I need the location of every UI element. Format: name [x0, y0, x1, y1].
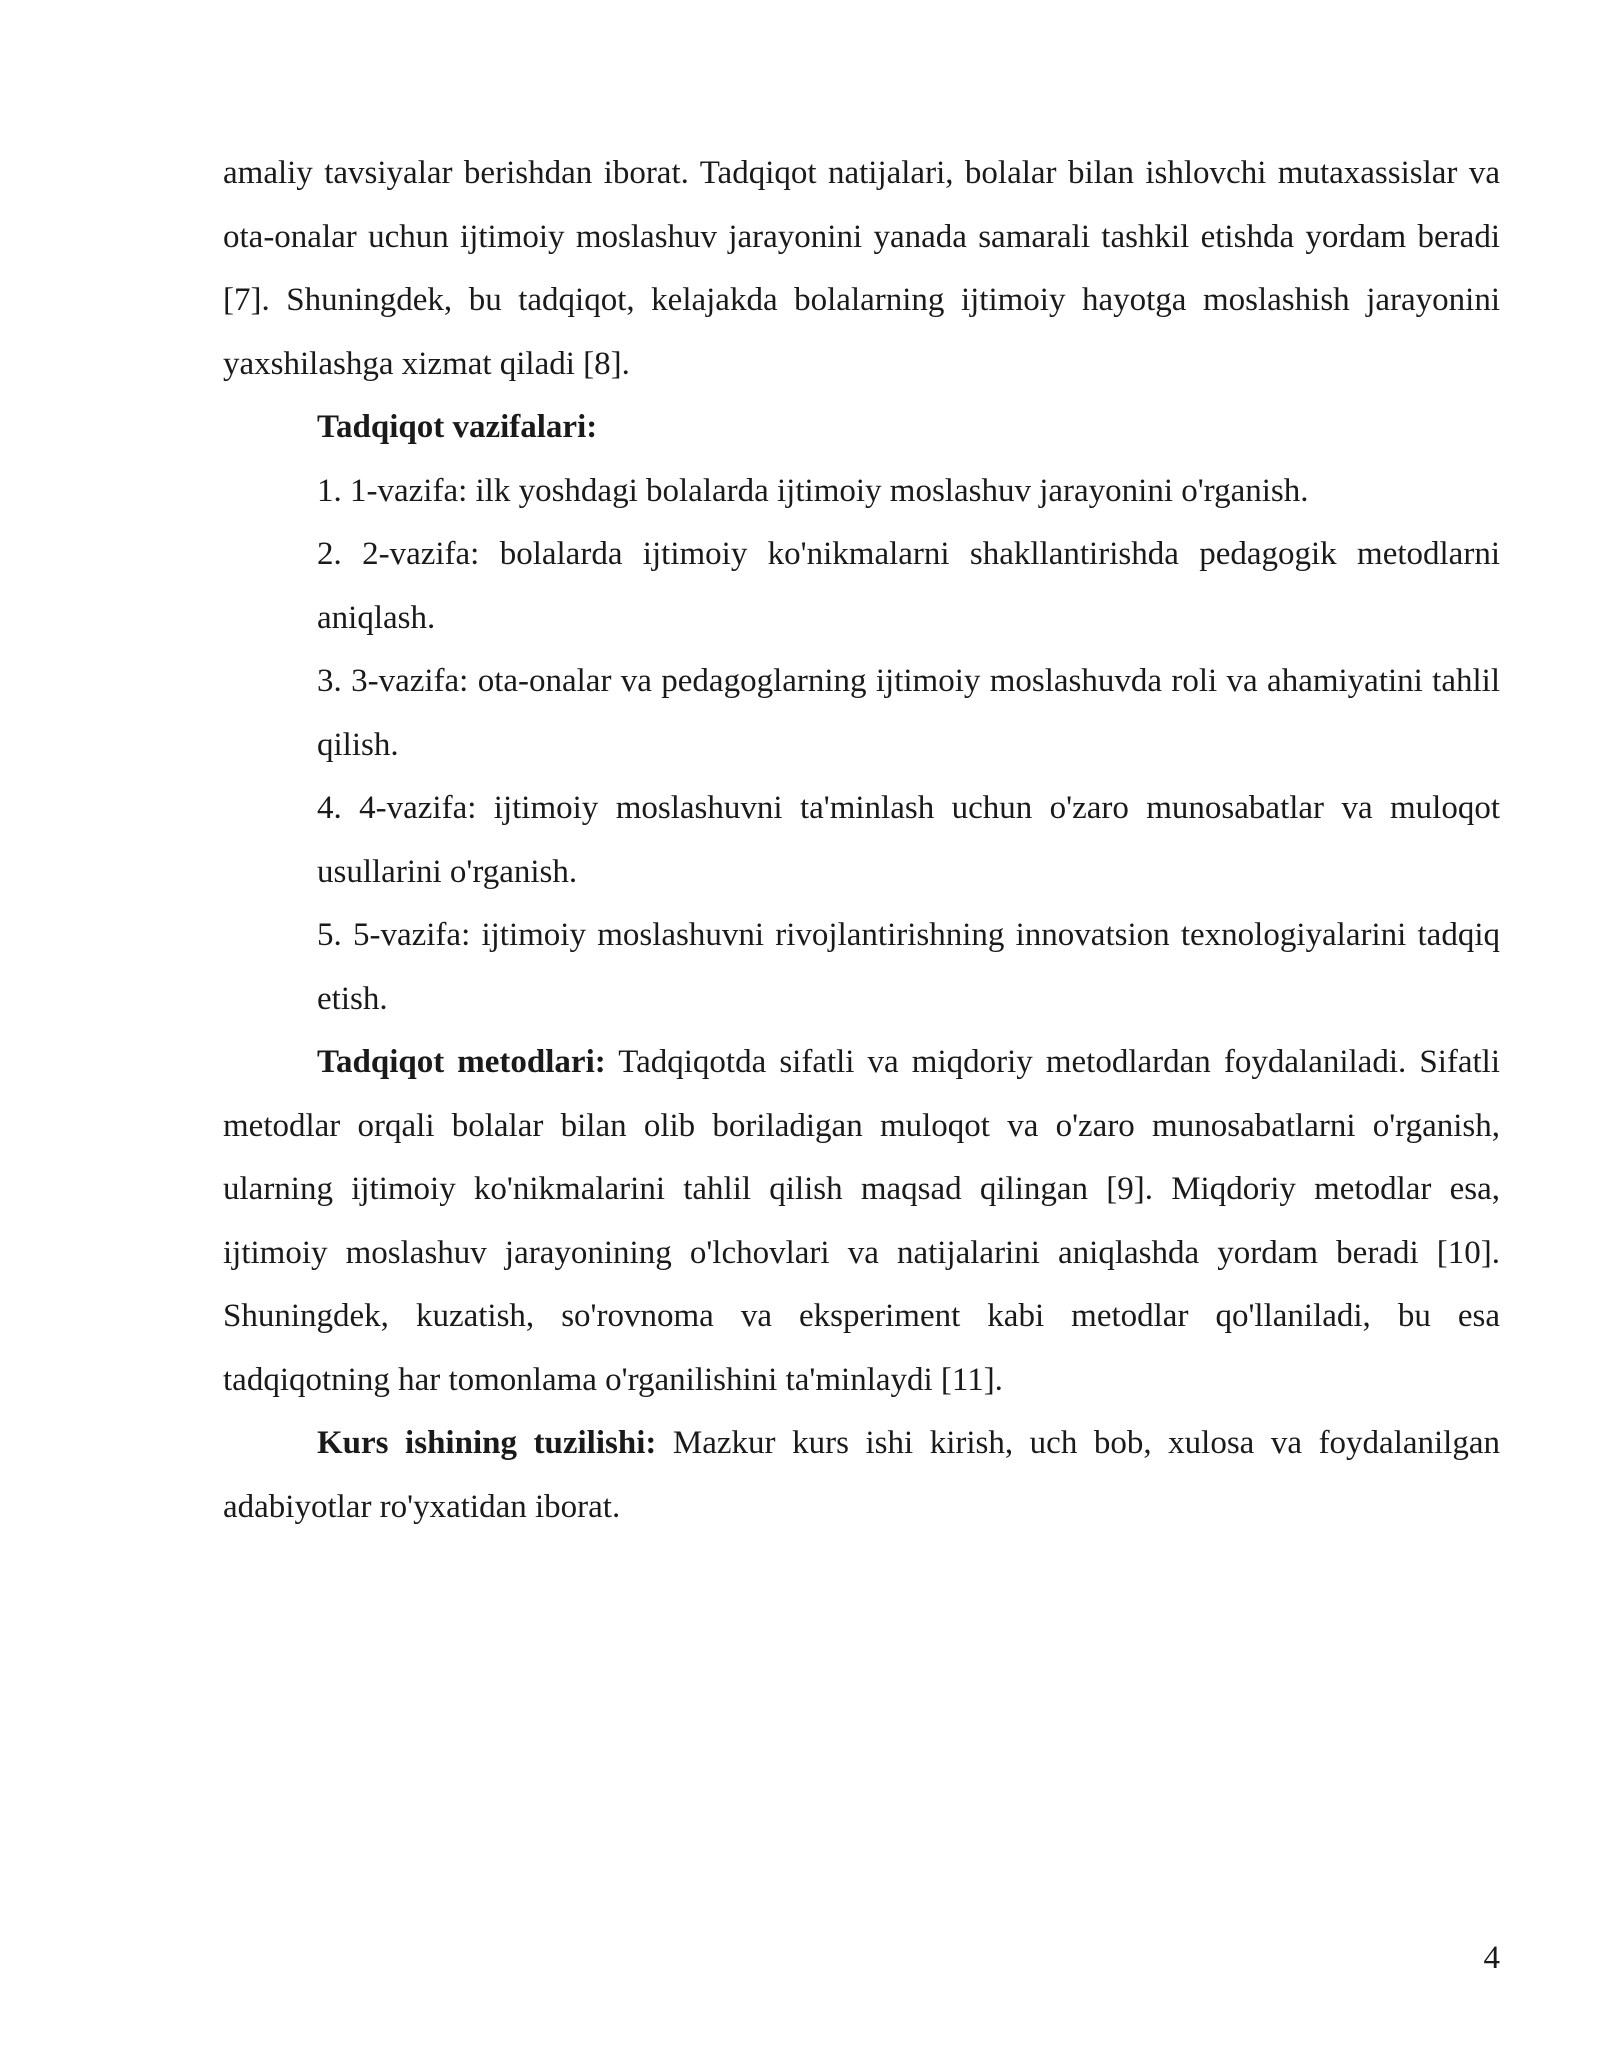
structure-label: Kurs ishining tuzilishi:	[317, 1425, 657, 1461]
task-item-5: 5. 5-vazifa: ijtimoiy moslashuvni rivojlantirishning innovatsion texnologiyalarini tadqiq etish.	[317, 917, 1500, 1017]
methods-paragraph	[223, 1031, 1500, 1412]
intro-paragraph: amaliy tavsiyalar berishdan iborat. Tadqiqot natijalari, bolalar bilan ishlovchi mutaxassislar va ota-onalar uchun ijtimoiy moslashuv jarayonini yanada samarali tashkil etishda yordam beradi [7]. Shuningdek, bu tadqiqot, kelajakda bolalarning ijtimoiy hayotga moslashish jarayonini yaxshilashga xizmat qiladi [8].	[223, 155, 1500, 382]
document-page	[223, 142, 1500, 1539]
tasks-heading: Tadqiqot vazifalari:	[317, 409, 598, 445]
task-item-2: 2. 2-vazifa: bolalarda ijtimoiy ko'nikmalarni shakllantirishda pedagogik metodlarni aniqlash.	[317, 536, 1500, 636]
task-item-1: 1. 1-vazifa: ilk yoshdagi bolalarda ijtimoiy moslashuv jarayonini o'rganish.	[317, 472, 1309, 509]
methods-text: Tadqiqotda sifatli va miqdoriy metodlardan foydalaniladi. Sifatli metodlar orqali bolalar bilan olib boriladigan muloqot va o'zaro munosabatlarni o'rganish, ularning ijtimoiy ko'nikmalarini tahlil qilish maqsad qilingan [9]. Miqdoriy metodlar esa, ijtimoiy moslashuv jarayonining o'lchovlari va natijalarini aniqlashda yordam beradi [10]. Shuningdek, kuzatish, so'rovnoma va eksperiment kabi metodlar qo'llaniladi, bu esa tadqiqotning har tomonlama o'rganilishini ta'minlaydi [11].	[223, 1044, 1500, 1398]
structure-paragraph	[223, 1412, 1500, 1539]
structure-text: Mazkur kurs ishi kirish, uch bob, xulosa va foydalanilgan adabiyotlar ro'yxatidan iborat.	[223, 1425, 1501, 1525]
page-number: 4	[1483, 1940, 1500, 1976]
task-item-4: 4. 4-vazifa: ijtimoiy moslashuvni ta'minlash uchun o'zaro munosabatlar va muloqot usullarini o'rganish.	[317, 790, 1500, 890]
methods-label: Tadqiqot metodlari:	[317, 1044, 606, 1080]
task-item-3: 3. 3-vazifa: ota-onalar va pedagoglarning ijtimoiy moslashuvda roli va ahamiyatini tahlil qilish.	[317, 663, 1500, 763]
